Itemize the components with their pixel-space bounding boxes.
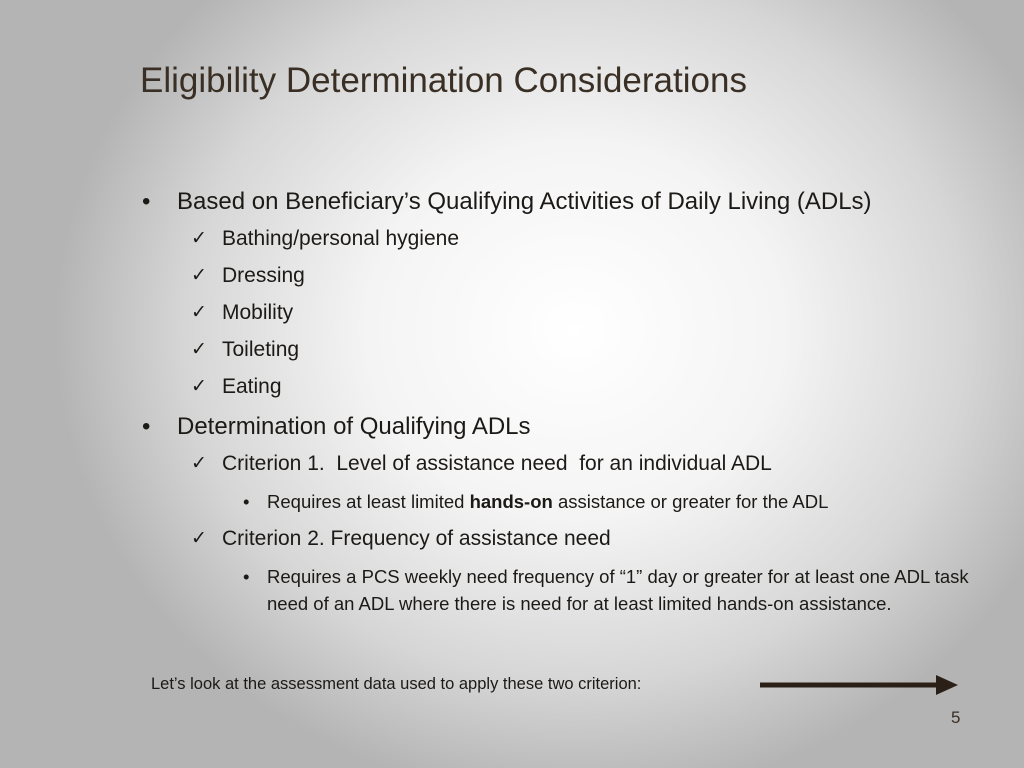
bullet-text: Determination of Qualifying ADLs xyxy=(177,413,531,440)
footer-note: Let’s look at the assessment data used to apply these two criterion: xyxy=(151,675,642,693)
check-item-text: Toileting xyxy=(222,338,300,361)
slide-title: Eligibility Determination Considerations xyxy=(140,61,747,100)
criterion-1-text: Criterion 1. Level of assistance need for an individual ADL xyxy=(222,452,772,475)
sub-bullet-item xyxy=(140,488,1000,515)
check-item xyxy=(140,263,1000,289)
check-item xyxy=(140,451,1000,477)
check-item xyxy=(140,300,1000,326)
criterion-1-detail-bold: hands-on xyxy=(469,491,553,512)
criterion-1-detail-pre: Requires at least limited xyxy=(267,491,470,512)
slide-content xyxy=(140,186,1000,628)
check-item xyxy=(140,374,1000,400)
criterion-1-detail-post: assistance or greater for the ADL xyxy=(552,491,829,512)
checkmark-icon: ✓ xyxy=(191,302,207,323)
check-item-text: Eating xyxy=(222,375,282,398)
checkmark-icon: ✓ xyxy=(191,339,207,360)
check-item xyxy=(140,526,1000,552)
right-arrow-icon xyxy=(760,675,960,695)
checkmark-icon: ✓ xyxy=(191,228,207,249)
bullet-item xyxy=(140,186,1000,217)
checkmark-icon: ✓ xyxy=(191,528,207,549)
criterion-2-text: Criterion 2. Frequency of assistance need xyxy=(222,527,611,550)
check-item xyxy=(140,226,1000,252)
checkmark-icon: ✓ xyxy=(191,453,207,474)
check-item-text: Mobility xyxy=(222,301,294,324)
small-bullet-icon: • xyxy=(243,491,250,512)
checkmark-icon: ✓ xyxy=(191,265,207,286)
checkmark-icon: ✓ xyxy=(191,376,207,397)
bullet-text: Based on Beneficiary’s Qualifying Activities of Daily Living (ADLs) xyxy=(177,188,872,215)
small-bullet-icon: • xyxy=(243,566,250,587)
check-item-text: Dressing xyxy=(222,264,305,287)
bullet-icon: • xyxy=(142,413,151,440)
sub-bullet-item xyxy=(140,563,1000,617)
check-item xyxy=(140,337,1000,363)
page-number: 5 xyxy=(951,708,961,727)
bullet-icon: • xyxy=(142,188,151,215)
check-item-text: Bathing/personal hygiene xyxy=(222,227,460,250)
criterion-2-detail: Requires a PCS weekly need frequency of “1” day or greater for at least one ADL task need of an ADL where there is need for at least limited hands-on assistance. xyxy=(267,566,969,614)
bullet-item xyxy=(140,411,1000,442)
